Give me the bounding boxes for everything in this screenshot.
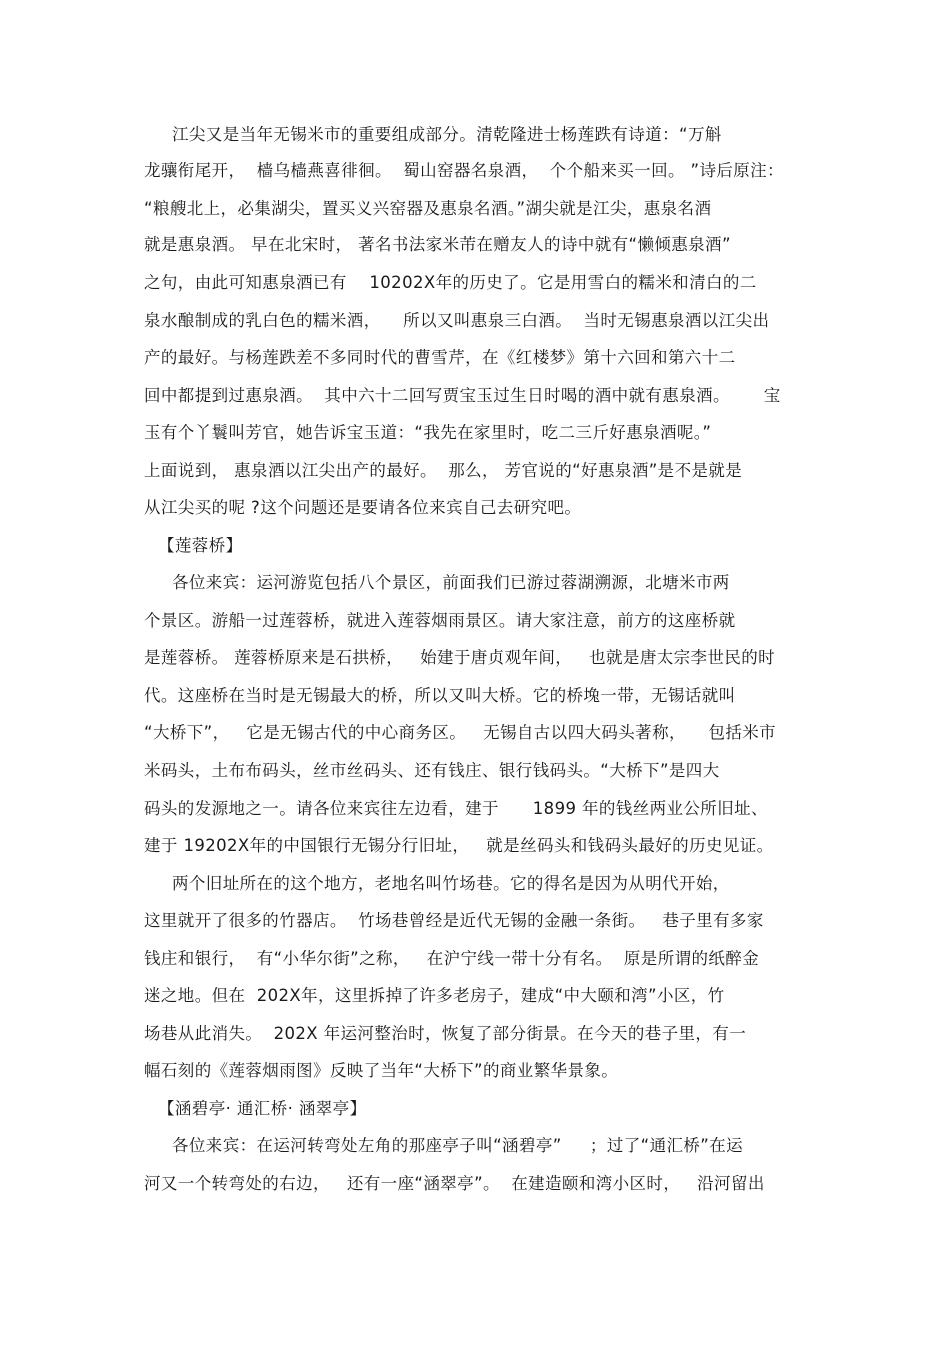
text-line: 产的最好。与杨莲跌差不多同时代的曹雪芹，在《红楼梦》第十六回和第六十二 [144, 348, 736, 367]
text-line: 回中都提到过惠泉酒。 其中六十二回写贾宝玉过生日时喝的酒中就有惠泉酒。 宝 [144, 386, 781, 405]
text-line: 米码头，土布布码头，丝市丝码头、还有钱庄、银行钱码头。“大桥下”是四大 [144, 761, 720, 780]
section-heading: 【涵碧亭· 通汇桥· 涵翠亭】 [158, 1099, 367, 1118]
text-line: 钱庄和银行， 有“小华尔街”之称， 在沪宁线一带十分有名。 原是所谓的纸醉金 [144, 949, 760, 968]
text-line: 泉水酿制成的乳白色的糯米酒， 所以又叫惠泉三白酒。 当时无锡惠泉酒以江尖出 [144, 311, 770, 330]
text-line: 就是惠泉酒。 早在北宋时， 著名书法家米芾在赠友人的诗中就有“懒倾惠泉酒” [144, 235, 731, 254]
text-line: 从江尖买的呢 ?这个问题还是要请各位来宾自己去研究吧。 [144, 498, 582, 517]
text-line: 各位来宾：在运河转弯处左角的那座亭子叫“涵碧亭” ；过了“通汇桥”在运 [172, 1136, 744, 1155]
text-line: 代。这座桥在当时是无锡最大的桥，所以又叫大桥。它的桥堍一带，无锡话就叫 [144, 686, 736, 705]
text-line: 个景区。游船一过莲蓉桥，就进入莲蓉烟雨景区。请大家注意，前方的这座桥就 [144, 611, 736, 630]
text-line: 这里就开了很多的竹器店。 竹场巷曾经是近代无锡的金融一条街。 巷子里有多家 [144, 911, 764, 930]
text-line: 上面说到， 惠泉酒以江尖出产的最好。 那么， 芳官说的“好惠泉酒”是不是就是 [144, 461, 743, 480]
text-line: 场巷从此消失。 202X 年运河整治时，恢复了部分街景。在今天的巷子里，有一 [144, 1024, 747, 1043]
text-line: “粮艘北上，必集湖尖，置买义兴窑器及惠泉名酒。”湖尖就是江尖，惠泉名酒 [144, 199, 712, 218]
text-line: 之句，由此可知惠泉酒已有 10202X年的历史了。它是用雪白的糯米和清白的二 [144, 273, 757, 292]
text-line: “大桥下”， 它是无锡古代的中心商务区。 无锡自古以四大码头著称， 包括米市 [144, 723, 777, 742]
text-line: 河又一个转弯处的右边， 还有一座“涵翠亭”。 在建造颐和湾小区时， 沿河留出 [144, 1174, 765, 1193]
text-line: 是莲蓉桥。 莲蓉桥原来是石拱桥， 始建于唐贞观年间， 也就是唐太宗李世民的时 [144, 648, 776, 667]
text-line: 龙骧衔尾开， 樯乌樯燕喜徘徊。 蜀山窑器名泉酒， 个个船来买一回。 ”诗后原注： [144, 161, 784, 180]
text-line: 各位来宾：运河游览包括八个景区，前面我们已游过蓉湖溯源，北塘米市两 [172, 573, 730, 592]
text-line: 迷之地。但在 202X年，这里拆掉了许多老房子，建成“中大颐和湾”小区，竹 [144, 986, 725, 1005]
text-line: 码头的发源地之一。请各位来宾往左边看，建于 1899 年的钱丝两业公所旧址、 [144, 799, 768, 818]
text-line: 建于 19202X年的中国银行无锡分行旧址， 就是丝码头和钱码头最好的历史见证。 [144, 836, 774, 855]
text-line: 幅石刻的《莲蓉烟雨图》反映了当年“大桥下”的商业繁华景象。 [144, 1061, 619, 1080]
text-line: 玉有个丫鬟叫芳官，她告诉宝玉道：“我先在家里时，吃二三斤好惠泉酒呢。” [144, 423, 712, 442]
section-heading: 【莲蓉桥】 [158, 536, 243, 555]
text-line: 两个旧址所在的这个地方，老地名叫竹场巷。它的得名是因为从明代开始， [172, 874, 730, 893]
text-line: 江尖又是当年无锡米市的重要组成部分。清乾隆进士杨莲跌有诗道：“万斛 [172, 125, 722, 144]
